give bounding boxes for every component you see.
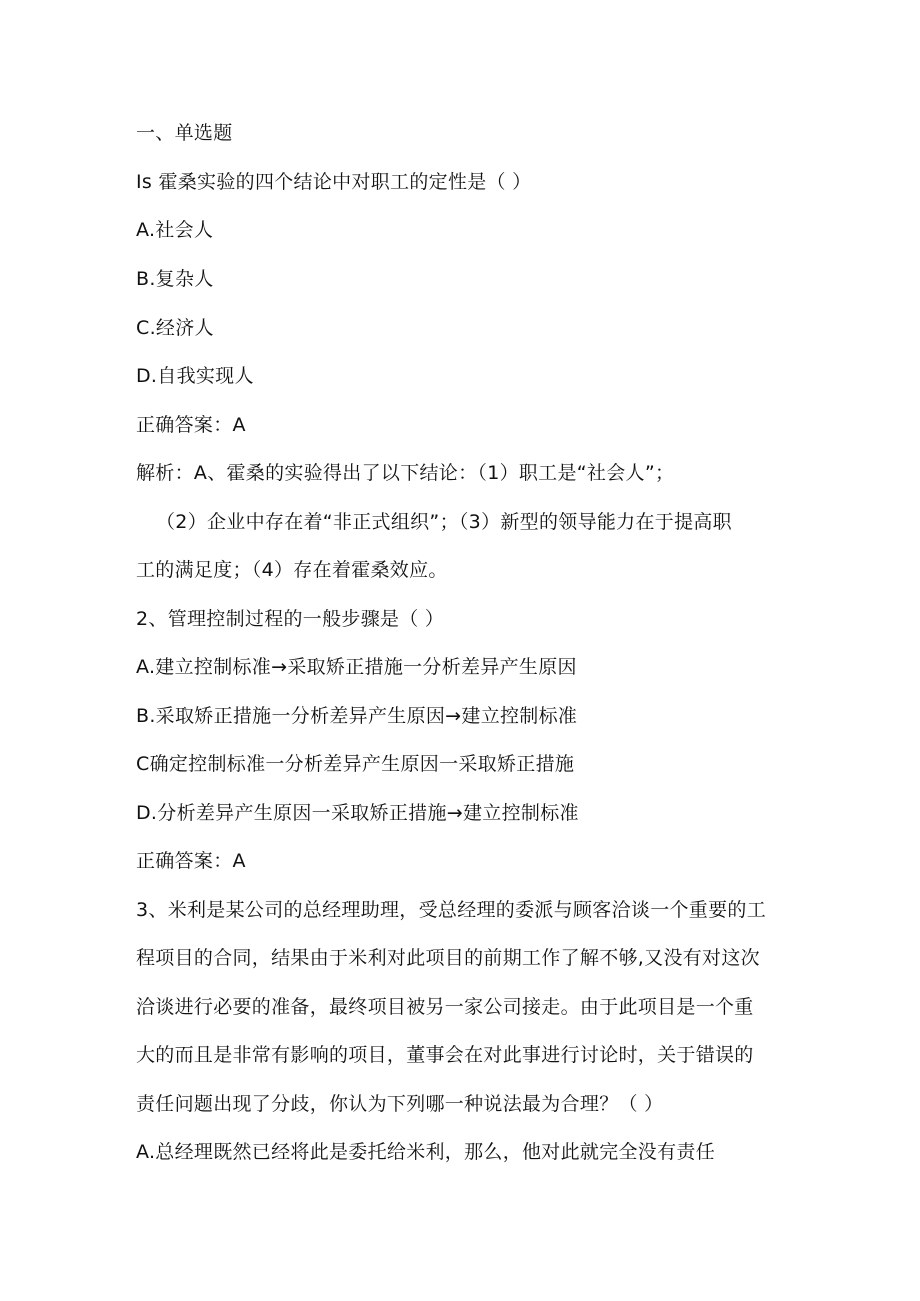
q1-answer: 正确答案：A	[136, 414, 246, 436]
q1-option-b: B.复杂人	[136, 268, 214, 290]
q3-stem-line-4: 大的而且是非常有影响的项目，董事会在对此事进行讨论时，关于错误的	[136, 1044, 754, 1066]
q1-option-c: C.经济人	[136, 317, 214, 339]
q1-analysis-line-3: 工的满足度；（4）存在着霍桑效应。	[136, 559, 448, 581]
section-title: 一、单选题	[136, 122, 233, 144]
q2-option-c: C确定控制标准一分析差异产生原因一采取矫正措施	[136, 753, 575, 775]
q3-stem-line-3: 洽谈进行必要的准备，最终项目被另一家公司接走。由于此项目是一个重	[136, 996, 754, 1018]
q2-option-d: D.分析差异产生原因一采取矫正措施→建立控制标准	[136, 802, 579, 824]
q2-option-a: A.建立控制标准→采取矫正措施一分析差异产生原因	[136, 656, 577, 678]
q1-analysis-line-1: 解析：A、霍桑的实验得出了以下结论：（1）职工是“社会人”；	[136, 462, 675, 484]
q1-stem: Is 霍桑实验的四个结论中对职工的定性是（ ）	[136, 171, 532, 193]
q1-option-a: A.社会人	[136, 219, 214, 241]
q2-option-b: B.采取矫正措施一分析差异产生原因→建立控制标准	[136, 705, 578, 727]
q3-stem-line-5: 责任问题出现了分歧，你认为下列哪一种说法最为合理？（ ）	[136, 1093, 664, 1115]
q3-stem-line-1: 3、米利是某公司的总经理助理，受总经理的委派与顾客洽谈一个重要的工	[136, 899, 766, 921]
q2-stem: 2、管理控制过程的一般步骤是（ ）	[136, 608, 445, 630]
q3-stem-line-2: 程项目的合同，结果由于米利对此项目的前期工作了解不够,又没有对这次	[136, 947, 760, 969]
q1-option-d: D.自我实现人	[136, 365, 254, 387]
q3-option-a: A.总经理既然已经将此是委托给米利，那么，他对此就完全没有责任	[136, 1141, 716, 1163]
q1-analysis-line-2: （2）企业中存在着“非正式组织”；（3）新型的领导能力在于提高职	[156, 511, 732, 533]
q2-answer: 正确答案：A	[136, 850, 246, 872]
